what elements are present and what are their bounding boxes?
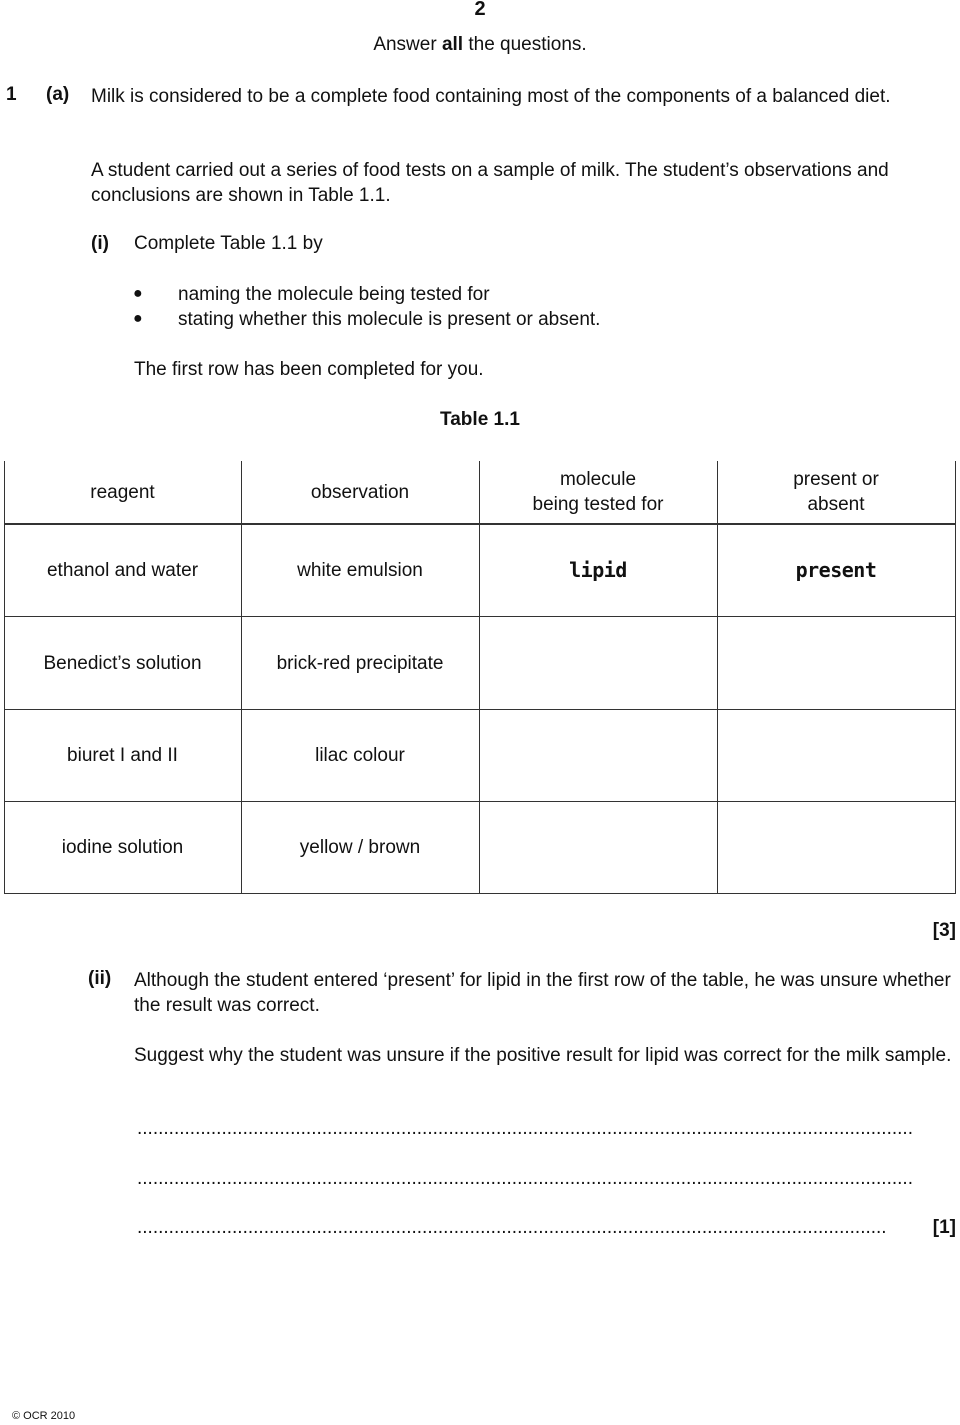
part-ii-label: (ii) [88,968,112,989]
bullet-icon: ● [133,310,143,327]
cell-observation: yellow / brown [299,837,421,858]
header-molecule: molecule being tested for [532,469,664,515]
cell-reagent: biuret I and II [67,745,178,766]
instruction-emphasis: all [441,34,464,55]
cell-status-input[interactable] [717,802,955,893]
page-number: 2 [474,0,486,20]
table-bottom-rule [4,893,956,894]
cell-status-input[interactable] [717,617,955,709]
part-ii-text: Although the student entered ‘present’ for lipid in the first row of the table, he was unsure whether the result was correct. [134,970,951,1016]
cell-observation: white emulsion [297,560,423,581]
answer-line[interactable]: ................................................................................................................................................... [137,1118,913,1139]
context-text: A student carried out a series of food tests on a sample of milk. The student’s observations and conclusions are shown in Table 1.1. [91,160,889,206]
instruction [0,34,960,56]
intro-text: Milk is considered to be a complete food containing most of the components of a balanced diet. [91,86,891,107]
part-i-marks: [3] [932,920,956,941]
part-a-label: (a) [46,84,70,105]
bullet-icon: ● [133,285,143,302]
cell-reagent: ethanol and water [46,560,199,581]
question-number: 1 [6,84,17,105]
table-caption: Table 1.1 [440,409,520,430]
cell-observation: brick-red precipitate [276,652,444,674]
cell-reagent: Benedict’s solution [43,652,202,674]
bullet-item: naming the molecule being tested for [178,284,490,305]
copyright-footer: © OCR 2010 [12,1410,76,1422]
header-reagent: reagent [90,481,155,503]
header-present-absent: present or absent [793,469,879,515]
part-i-label: (i) [91,233,109,254]
cell-observation: lilac colour [315,745,405,766]
cell-status-input[interactable] [717,710,955,801]
part-ii-marks: [1] [932,1217,956,1238]
cell-molecule: lipid [569,558,627,582]
cell-molecule-input[interactable] [479,710,717,801]
instruction-suffix: the questions. [463,34,587,55]
cell-status: present [795,558,877,582]
part-i-text: Complete Table 1.1 by [134,233,323,254]
header-observation: observation [310,481,410,503]
bullet-item: stating whether this molecule is present or absent. [178,309,601,330]
cell-reagent: iodine solution [61,837,184,858]
first-row-note: The first row has been completed for you. [134,359,484,380]
cell-molecule-input[interactable] [479,802,717,893]
answer-line[interactable]: ................................................................................................................................................... [137,1168,913,1189]
table-border [955,461,956,894]
answer-line[interactable]: .............................................................................................................................................. [137,1217,887,1238]
cell-molecule-input[interactable] [479,617,717,709]
instruction-prefix: Answer [373,34,442,55]
part-ii-prompt: Suggest why the student was unsure if the positive result for lipid was correct for the milk sample. [134,1045,952,1066]
